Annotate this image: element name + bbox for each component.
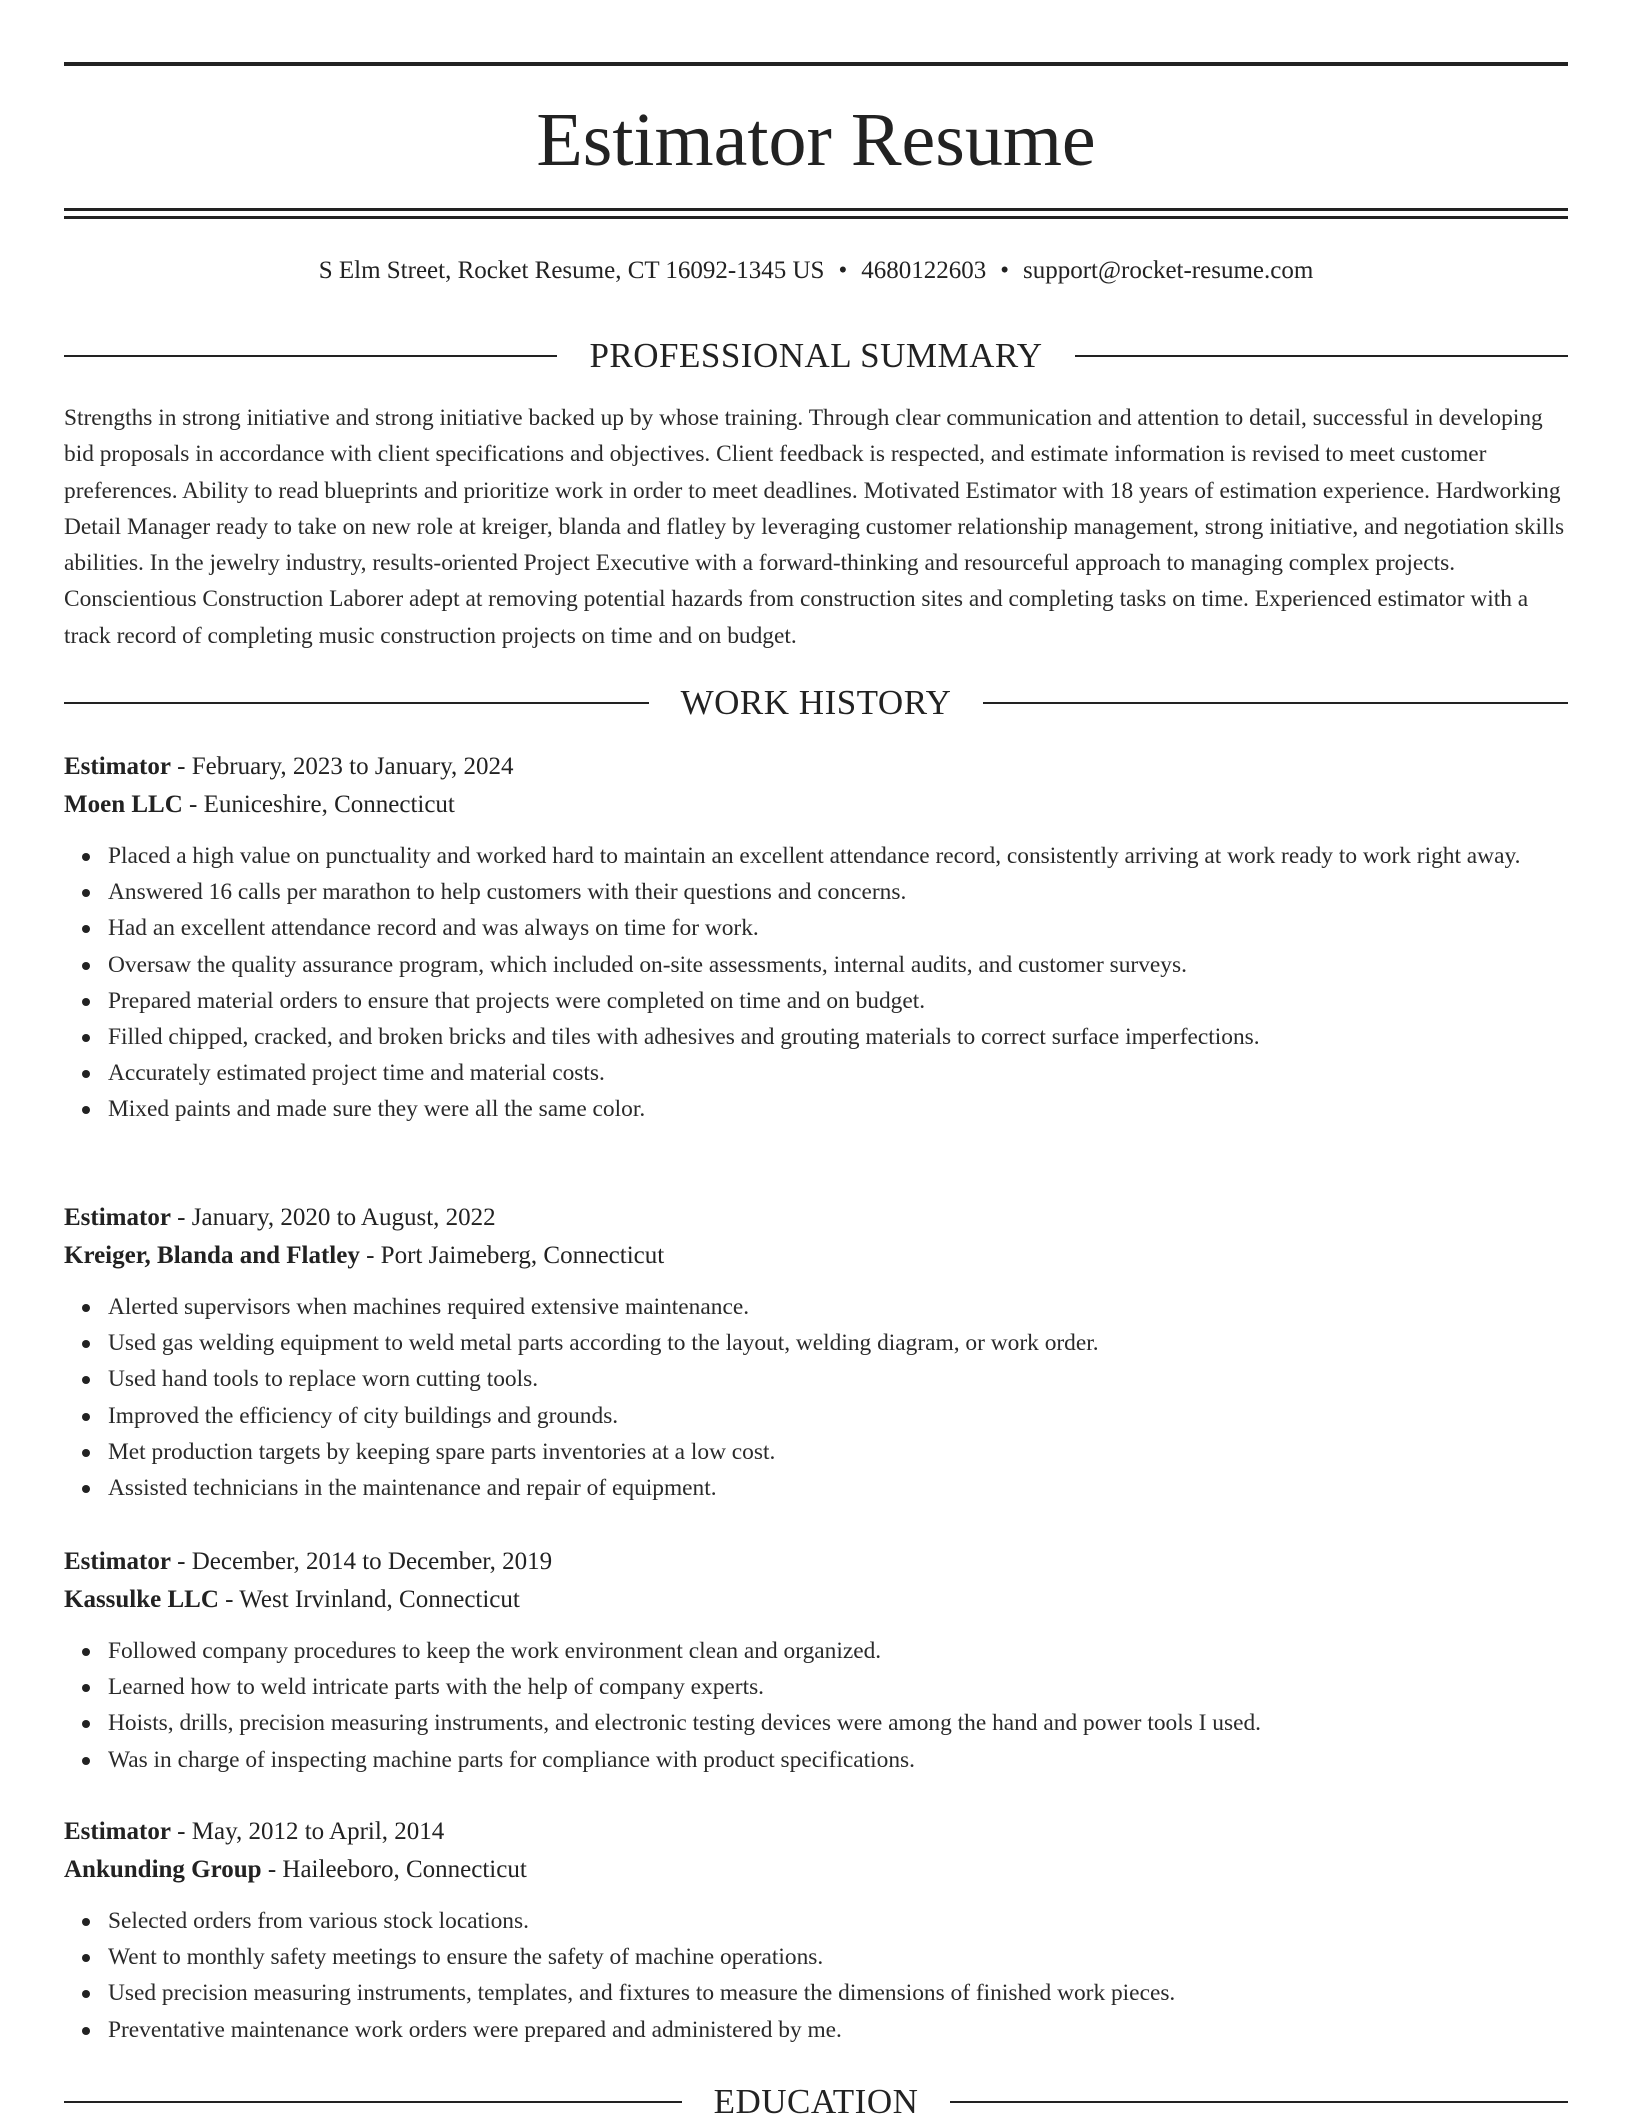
contact-address: S Elm Street, Rocket Resume, CT 16092-1345 US [318,257,825,284]
job-entry [64,1199,1568,1506]
job-title-line [64,1543,1568,1581]
section-header-summary [64,334,1568,378]
job-bullet-list [64,1289,1568,1506]
job-bullet: Used gas welding equipment to weld metal parts according to the layout, welding diagram, or work order. [108,1325,1568,1361]
job-title-line [64,748,1568,786]
top-rule [64,62,1568,66]
contact-separator: • [838,257,848,284]
section-title-education: EDUCATION [713,2082,919,2121]
job-title: Estimator [64,1818,171,1845]
job-entry [64,1543,1568,1778]
title-rule-upper [64,208,1568,211]
job-entry [64,1813,1568,2048]
job-bullet: Hoists, drills, precision measuring instruments, and electronic testing devices were among the hand and power tools I used. [108,1705,1568,1741]
job-bullet: Answered 16 calls per marathon to help customers with their questions and concerns. [108,874,1568,910]
job-title-line [64,1199,1568,1237]
section-header-work [64,681,1568,725]
job-bullet: Mixed paints and made sure they were all the same color. [108,1091,1568,1127]
section-title-work: WORK HISTORY [680,683,952,722]
job-bullet: Improved the efficiency of city buildings and grounds. [108,1398,1568,1434]
job-company: Ankunding Group [64,1856,262,1883]
section-rule-right [1075,355,1568,357]
job-title: Estimator [64,1204,171,1231]
job-location: - West Irvinland, Connecticut [218,1586,520,1613]
job-dates: - December, 2014 to December, 2019 [170,1548,553,1575]
job-company-line [64,1237,1568,1275]
job-bullet: Was in charge of inspecting machine parts for compliance with product specifications. [108,1742,1568,1778]
job-title: Estimator [64,753,171,780]
job-bullet: Filled chipped, cracked, and broken bricks and tiles with adhesives and grouting materials to correct surface imperfections. [108,1019,1568,1055]
job-dates: - February, 2023 to January, 2024 [170,753,514,780]
job-bullet: Placed a high value on punctuality and worked hard to maintain an excellent attendance record, consistently arriving at work ready to work right away. [108,838,1568,874]
job-bullet: Followed company procedures to keep the work environment clean and organized. [108,1633,1568,1669]
job-bullet: Met production targets by keeping spare parts inventories at a low cost. [108,1434,1568,1470]
section-header-education [64,2080,1568,2124]
job-bullet: Learned how to weld intricate parts with the help of company experts. [108,1669,1568,1705]
job-location: - Port Jaimeberg, Connecticut [359,1242,665,1269]
section-rule-left [64,2101,682,2103]
title-rule-lower [64,216,1568,219]
job-bullet-list [64,1903,1568,2048]
job-bullet: Had an excellent attendance record and was always on time for work. [108,910,1568,946]
job-bullet: Oversaw the quality assurance program, which included on-site assessments, internal audits, and customer surveys. [108,947,1568,983]
job-bullet: Selected orders from various stock locations. [108,1903,1568,1939]
section-rule-left [64,702,649,704]
job-company: Moen LLC [64,791,183,818]
job-bullet: Preventative maintenance work orders were prepared and administered by me. [108,2012,1568,2048]
job-bullet: Accurately estimated project time and material costs. [108,1055,1568,1091]
contact-line [64,254,1568,288]
section-title-summary: PROFESSIONAL SUMMARY [589,336,1043,375]
contact-email: support@rocket-resume.com [1023,257,1314,284]
job-dates: - May, 2012 to April, 2014 [170,1818,445,1845]
professional-summary-text: Strengths in strong initiative and strong initiative backed up by whose training. Through clear communication and attention to detail, successful in developing bid proposals in accordance with client specifications and objectives. Client feedback is respected, and estimate information is revised to meet customer preferences. Ability to read blueprints and prioritize work in order to meet deadlines. Motivated Estimator with 18 years of estimation experience. Hardworking Detail Manager ready to take on new role at kreiger, blanda and flatley by leveraging customer relationship management, strong initiative, and negotiation skills abilities. In the jewelry industry, results-oriented Project Executive with a forward-thinking and resourceful approach to managing complex projects. Conscientious Construction Laborer adept at removing potential hazards from construction sites and completing tasks on time. Experienced estimator with a track record of completing music construction projects on time and on budget. [64,405,1565,649]
job-company: Kreiger, Blanda and Flatley [64,1242,360,1269]
contact-separator: • [1000,257,1009,284]
contact-phone: 4680122603 [861,257,987,284]
job-bullet-list [64,1633,1568,1778]
job-company-line [64,1581,1568,1619]
job-bullet-list [64,838,1568,1128]
job-title: Estimator [64,1548,171,1575]
job-company: Kassulke LLC [64,1586,219,1613]
job-dates: - January, 2020 to August, 2022 [170,1204,496,1231]
section-rule-left [64,355,557,357]
job-bullet: Alerted supervisors when machines required extensive maintenance. [108,1289,1568,1325]
job-bullet: Assisted technicians in the maintenance and repair of equipment. [108,1470,1568,1506]
job-bullet: Went to monthly safety meetings to ensure the safety of machine operations. [108,1939,1568,1975]
section-rule-right [950,2101,1568,2103]
job-bullet: Prepared material orders to ensure that projects were completed on time and on budget. [108,983,1568,1019]
page-title: Estimator Resume [536,98,1096,182]
job-entry [64,748,1568,1128]
job-title-line [64,1813,1568,1851]
job-company-line [64,786,1568,824]
job-company-line [64,1851,1568,1889]
job-location: - Euniceshire, Connecticut [182,791,455,818]
job-bullet: Used hand tools to replace worn cutting tools. [108,1361,1568,1397]
job-bullet: Used precision measuring instruments, templates, and fixtures to measure the dimensions of finished work pieces. [108,1975,1568,2011]
job-location: - Haileeboro, Connecticut [261,1856,527,1883]
section-rule-right [983,702,1568,704]
